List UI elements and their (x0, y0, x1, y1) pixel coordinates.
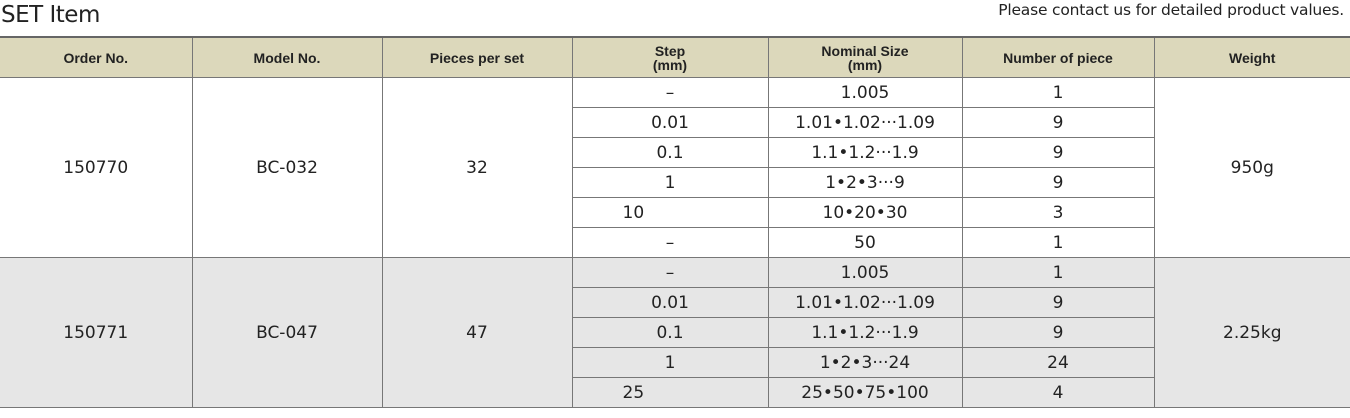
step-cell: 0.1 (572, 138, 768, 168)
weight-cell: 950g (1154, 78, 1350, 258)
piece-count-cell: 9 (962, 288, 1154, 318)
piece-count-cell: 4 (962, 378, 1154, 408)
header-step (572, 37, 768, 78)
nominal-size-cell: 1.1•1.2···1.9 (768, 318, 962, 348)
piece-count-cell: 9 (962, 108, 1154, 138)
step-cell: 1 (572, 168, 768, 198)
header-nominal-unit: (mm) (847, 56, 883, 73)
header-row (0, 37, 1350, 78)
step-cell: – (572, 78, 768, 108)
nominal-size-cell: 1.01•1.02···1.09 (768, 288, 962, 318)
header-weight: Weight (1154, 37, 1350, 78)
header-nominal-size (768, 37, 962, 78)
piece-count-cell: 3 (962, 198, 1154, 228)
nominal-size-cell: 1.005 (768, 258, 962, 288)
pieces-per-set-cell: 32 (382, 78, 572, 258)
header-nominal-label: Nominal Size (821, 42, 909, 59)
step-cell: 25 (572, 378, 768, 408)
step-cell: 0.01 (572, 288, 768, 318)
piece-count-cell: 9 (962, 318, 1154, 348)
header-number-of-piece: Number of piece (962, 37, 1154, 78)
nominal-size-cell: 25•50•75•100 (768, 378, 962, 408)
set-item-table (0, 36, 1350, 408)
piece-count-cell: 1 (962, 78, 1154, 108)
nominal-size-cell: 10•20•30 (768, 198, 962, 228)
nominal-size-cell: 50 (768, 228, 962, 258)
pieces-per-set-cell: 47 (382, 258, 572, 408)
header-step-label: Step (654, 42, 686, 59)
model-no-cell: BC-032 (192, 78, 382, 258)
header-step-unit: (mm) (652, 56, 688, 73)
piece-count-cell: 24 (962, 348, 1154, 378)
nominal-size-cell: 1.005 (768, 78, 962, 108)
table-row (0, 78, 1350, 108)
piece-count-cell: 1 (962, 258, 1154, 288)
step-cell: – (572, 228, 768, 258)
step-cell: 0.1 (572, 318, 768, 348)
nominal-size-cell: 1.01•1.02···1.09 (768, 108, 962, 138)
model-no-cell: BC-047 (192, 258, 382, 408)
piece-count-cell: 1 (962, 228, 1154, 258)
weight-cell: 2.25kg (1154, 258, 1350, 408)
header-order-no: Order No. (0, 37, 192, 78)
step-cell: – (572, 258, 768, 288)
contact-note: Please contact us for detailed product values. (998, 1, 1344, 19)
nominal-size-cell: 1•2•3···24 (768, 348, 962, 378)
nominal-size-cell: 1.1•1.2···1.9 (768, 138, 962, 168)
nominal-size-cell: 1•2•3···9 (768, 168, 962, 198)
header-pieces-per-set: Pieces per set (382, 37, 572, 78)
step-cell: 10 (572, 198, 768, 228)
page-title: SET Item (1, 2, 100, 28)
step-cell: 1 (572, 348, 768, 378)
order-no-cell: 150771 (0, 258, 192, 408)
order-no-cell: 150770 (0, 78, 192, 258)
header-model-no: Model No. (192, 37, 382, 78)
step-cell: 0.01 (572, 108, 768, 138)
piece-count-cell: 9 (962, 168, 1154, 198)
piece-count-cell: 9 (962, 138, 1154, 168)
table-row (0, 258, 1350, 288)
